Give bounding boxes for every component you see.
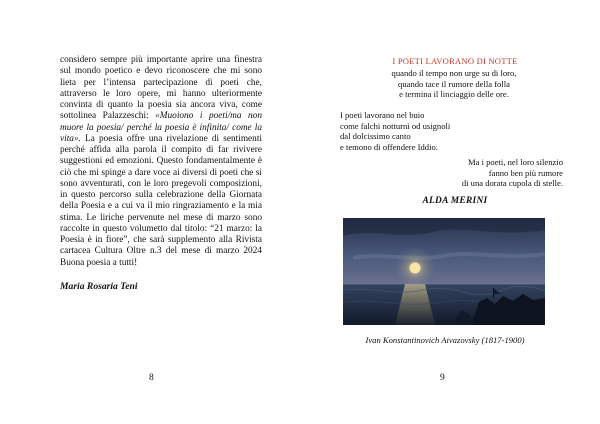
poem-line: fanno ben più rumore xyxy=(488,167,563,178)
poem-line: quando tace il rumore della folla xyxy=(398,78,510,89)
poem-line: dal dolcissimo canto xyxy=(340,131,411,142)
palazzeschi-quote: «Muoiono i poeti/ma non muore la poesia/ perché la poesia è infinita/ come la vita». xyxy=(60,111,262,144)
poem-line: e temono di offendere Iddio. xyxy=(340,141,438,152)
poem-title: I POETI LAVORANO DI NOTTE xyxy=(392,56,518,66)
stanza-1 xyxy=(350,68,558,100)
poem-line: e termina il linciaggio delle ore. xyxy=(399,89,509,100)
page-number-right: 9 xyxy=(440,373,445,383)
painting-caption: Ivan Konstantinovich Aivazovsky (1817-1900) xyxy=(365,335,525,345)
editorial-text-part-1: considero sempre più importante aprire una finestra sul mondo poetico e devo riconoscere che mi sono lieta per l’intensa partecipazione di poeti che, attraverso le loro opere, mi hanno ulteriormente convinta di quanto la poesia sia ancora viva, come sottolinea Palazzeschi: xyxy=(60,55,262,122)
stanza-2 xyxy=(340,110,570,152)
painting-illustration xyxy=(343,218,545,325)
editorial-text-part-2: La poesia offre una rivelazione di sentimenti perché affida alla parola il compito di far rivivere suggestioni ed emozioni. Questo fondamentalmente è ciò che mi spinge a dare voce ai diversi di poeti che si sono avventurati, con le loro pregevoli composizioni, in questo percorso sulla celebrazione della Giornata della Poesia e a cui va il mio ringraziamento e la mia stima. Le liriche pervenute nel mese di marzo sono raccolte in questo volumetto dal titolo: “21 marzo: la Poesia è in fiore”, che sarà supplemento alla Rivista cartacea Cultura Oltre n.3 del mese di marzo 2024 Buona poesia a tutti! xyxy=(60,133,262,268)
poem-line: I poeti lavorano nel buio xyxy=(340,110,425,120)
poem-line: come falchi notturni od usignoli xyxy=(340,120,451,131)
editorial-text xyxy=(60,55,262,269)
poet-name: ALDA MERINI xyxy=(422,196,488,206)
right-page xyxy=(300,0,600,424)
poem-line: Ma i poeti, nel loro silenzio xyxy=(468,157,563,167)
author-signature: Maria Rosaria Teni xyxy=(60,281,138,292)
moonlit-sea-painting xyxy=(343,218,545,325)
poem-line: quando il tempo non urge su di loro, xyxy=(391,68,517,78)
poem-line: di una dorata cupola di stelle. xyxy=(461,178,563,189)
stanza-3 xyxy=(340,157,563,189)
page-number-left: 8 xyxy=(149,373,154,383)
